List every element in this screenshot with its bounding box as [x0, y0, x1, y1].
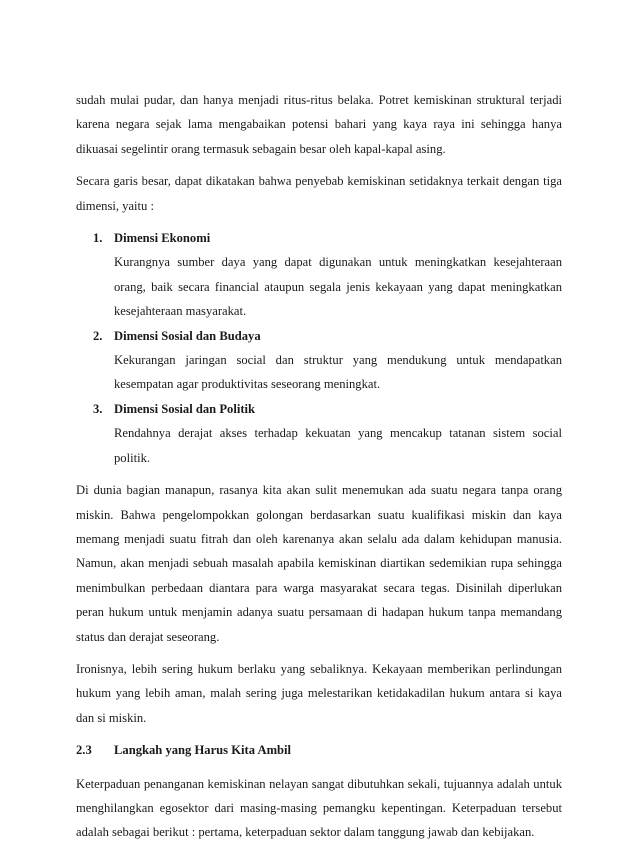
list-item-title: Dimensi Sosial dan Politik [114, 401, 256, 416]
paragraph-1: sudah mulai pudar, dan hanya menjadi ritus-ritus belaka. Potret kemiskinan struktural terjadi karena negara sejak lama mengabaikan potensi bahari yang kaya raya ini sehingga hanya dikuasai segelintir orang termasuk sebagain besar oleh kapal-kapal asing. [76, 93, 562, 156]
list-number: 2. [93, 328, 103, 343]
section-number: 2.3 [76, 743, 92, 758]
section-heading [76, 738, 562, 762]
section-title: Langkah yang Harus Kita Ambil [114, 743, 292, 758]
list-item-text: Kurangnya sumber daya yang dapat digunakan untuk meningkatkan kesejahteraan orang, baik secara financial ataupun segala jenis kekayaan yang dapat meningkatkan kesejahteraan masyarakat. [114, 255, 562, 319]
paragraph-3: Di dunia bagian manapun, rasanya kita akan sulit menemukan ada suatu negara tanpa orang miskin. Bahwa pengelompokkan golongan berdasarkan suatu kualifikasi miskin dan kaya memang menjadi suatu fitrah dan oleh karenanya akan selalu ada dalam kehidupan manusia. Namun, akan menjadi sebuah masalah apabila kemiskinan diartikan sedemikian rupa sehingga menimbulkan perbedaan diantara para warga masyarakat secara tegas. Disinilah diperlukan peran hukum untuk menjamin adanya suatu persamaan di hadapan hukum tanpa memandang status dan derajat seseorang. [76, 483, 562, 644]
dimension-list [76, 226, 562, 470]
paragraph-4: Ironisnya, lebih sering hukum berlaku yang sebaliknya. Kekayaan memberikan perlindungan hukum yang lebih aman, malah sering juga melestarikan ketidakadilan hukum antara si kaya dan si miskin. [76, 661, 562, 725]
paragraph-2: Secara garis besar, dapat dikatakan bahwa penyebab kemiskinan setidaknya terkait dengan tiga dimensi, yaitu : [76, 174, 562, 213]
list-item-title: Dimensi Sosial dan Budaya [114, 328, 261, 343]
paragraph-5: Keterpaduan penanganan kemiskinan nelayan sangat dibutuhkan sekali, tujuannya adalah untuk menghilangkan egosektor dari masing-masing pemangku kepentingan. Keterpaduan tersebut adalah sebagai berikut : pertama, keterpaduan sektor dalam tanggung jawab dan kebijakan. [76, 776, 562, 840]
list-item [76, 324, 562, 397]
list-item [76, 397, 562, 470]
list-number: 3. [93, 401, 103, 416]
list-item-text: Kekurangan jaringan social dan struktur yang mendukung untuk mendapatkan kesempatan agar produktivitas seseorang meningkat. [114, 353, 562, 392]
list-item-text: Rendahnya derajat akses terhadap kekuatan yang mencakup tatanan sistem social politik. [114, 426, 562, 465]
list-item [76, 226, 562, 324]
list-item-title: Dimensi Ekonomi [114, 231, 211, 246]
list-number: 1. [93, 231, 103, 246]
